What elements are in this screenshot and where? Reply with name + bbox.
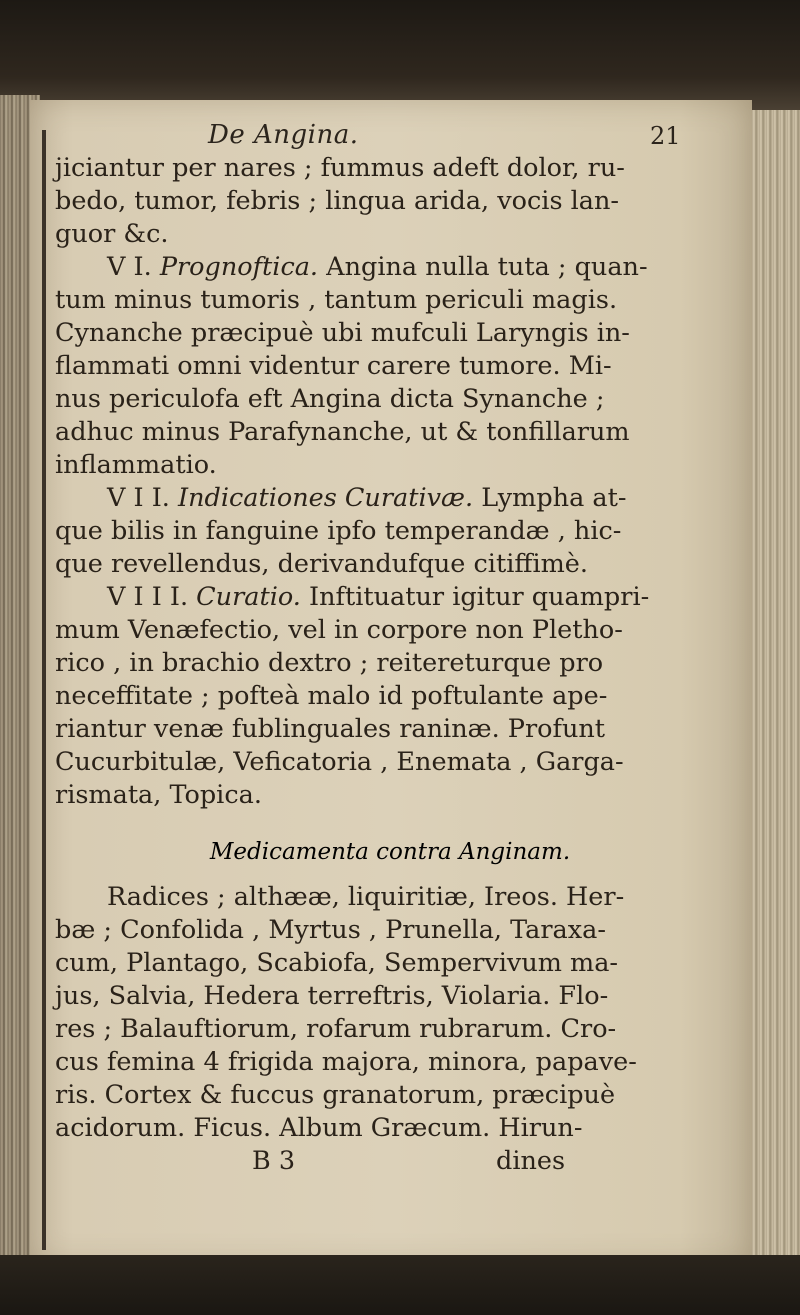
section-8-first-line bbox=[55, 581, 725, 614]
text-line: neceffitate ; pofteà malo id poftulante ape- bbox=[55, 681, 608, 711]
text-line: inflammatio. bbox=[55, 450, 217, 480]
text-line: Radices ; althææ, liquiritiæ, Ireos. Her- bbox=[107, 882, 625, 912]
section-number: V I I I. bbox=[107, 582, 189, 612]
text-line: Cucurbitulæ, Veficatoria , Enemata , Garga- bbox=[55, 747, 624, 777]
text-line: rico , in brachio dextro ; reitereturque pro bbox=[55, 648, 604, 678]
text-run: Angina nulla tuta ; quan- bbox=[326, 252, 648, 282]
section-title: Indicationes Curativæ. bbox=[178, 483, 474, 513]
remedies-heading: Medicamenta contra Anginam. bbox=[209, 839, 571, 865]
running-title: De Angina. bbox=[208, 120, 359, 150]
top-shadow bbox=[0, 0, 800, 110]
text-run: Lympha at- bbox=[481, 483, 627, 513]
text-line: que revellendus, derivandufque citiffimè. bbox=[55, 549, 588, 579]
page-gutter bbox=[42, 130, 46, 1250]
page-number: 21 bbox=[650, 122, 681, 150]
text-line: jiciantur per nares ; fummus adeft dolor, ru- bbox=[55, 153, 625, 183]
next-pages-edge bbox=[752, 110, 800, 1270]
text-run: Inftituatur igitur quampri- bbox=[309, 582, 650, 612]
catchword: dines bbox=[496, 1146, 566, 1176]
section-7-first-line bbox=[55, 482, 725, 515]
text-line: guor &c. bbox=[55, 219, 169, 249]
text-line: acidorum. Ficus. Album Græcum. Hirun- bbox=[55, 1113, 583, 1143]
page-body bbox=[55, 152, 725, 1178]
signature-mark: B 3 bbox=[252, 1146, 296, 1176]
section-number: V I. bbox=[107, 252, 152, 282]
text-line: cum, Plantago, Scabiofa, Sempervivum ma- bbox=[55, 948, 619, 978]
page-footer-line bbox=[55, 1145, 725, 1178]
text-line: nus periculofa eft Angina dicta Synanche ; bbox=[55, 384, 605, 414]
text-line: res ; Balauftiorum, rofarum rubrarum. Cro- bbox=[55, 1014, 617, 1044]
text-line: rismata, Topica. bbox=[55, 780, 262, 810]
text-line: bæ ; Confolida , Myrtus , Prunella, Taraxa- bbox=[55, 915, 606, 945]
bottom-shadow bbox=[0, 1255, 800, 1315]
section-6-first-line bbox=[55, 251, 725, 284]
text-line: bedo, tumor, febris ; lingua arida, vocis lan- bbox=[55, 186, 620, 216]
text-line: ris. Cortex & fuccus granatorum, præcipuè bbox=[55, 1080, 616, 1110]
text-line: mum Venæfectio, vel in corpore non Pletho- bbox=[55, 615, 623, 645]
section-title: Prognoftica. bbox=[159, 252, 319, 282]
text-line: flammati omni videntur carere tumore. Mi- bbox=[55, 351, 612, 381]
section-number: V I I. bbox=[107, 483, 170, 513]
text-line: riantur venæ fublinguales raninæ. Profunt bbox=[55, 714, 606, 744]
text-line: cus femina 4 frigida majora, minora, papave- bbox=[55, 1047, 637, 1077]
text-line: tum minus tumoris , tantum periculi magis. bbox=[55, 285, 618, 315]
text-line: jus, Salvia, Hedera terreftris, Violaria. Flo- bbox=[55, 981, 609, 1011]
text-line: adhuc minus Parafynanche, ut & tonfillarum bbox=[55, 417, 630, 447]
text-line: Cynanche præcipuè ubi mufculi Laryngis in- bbox=[55, 318, 630, 348]
text-line: que bilis in fanguine ipfo temperandæ , hic- bbox=[55, 516, 622, 546]
section-title: Curatio. bbox=[196, 582, 301, 612]
